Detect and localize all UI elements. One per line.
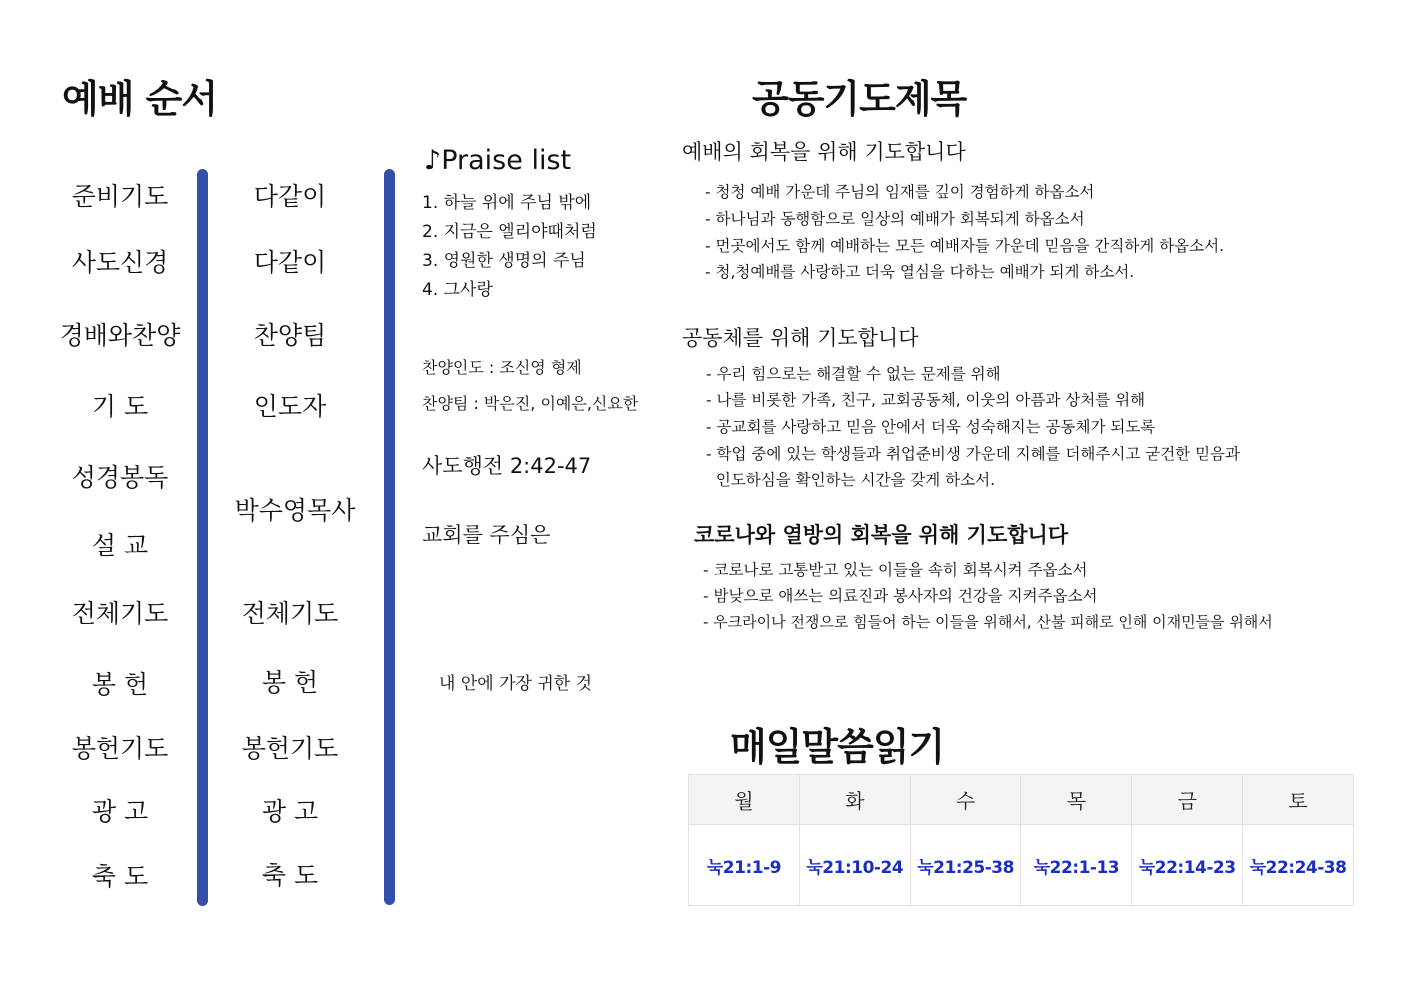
offering-song: 내 안에 가장 귀한 것 — [439, 674, 592, 694]
daily-reading-table — [688, 774, 1354, 906]
praise-team: 찬양팀 : 박은진, 이예은,신요한 — [422, 394, 639, 413]
order-item: 성경봉독 — [71, 463, 169, 492]
prayer-item: - 하나님과 동행함으로 일상의 예배가 회복되게 하옵소서 — [705, 210, 1085, 228]
passage-cell: 눅21:10-24 — [799, 825, 910, 906]
prayer-item: - 밤낮으로 애쓰는 의료진과 봉사자의 건강을 지켜주옵소서 — [703, 587, 1098, 605]
order-leader: 축 도 — [261, 861, 319, 890]
day-header: 화 — [799, 775, 910, 825]
praise-list-heading: ♪Praise list — [424, 145, 572, 176]
order-item: 기 도 — [91, 392, 149, 421]
prayer-item: - 우리 힘으로는 해결할 수 없는 문제를 위해 — [706, 365, 1001, 383]
order-item: 봉헌기도 — [71, 734, 169, 763]
order-item: 준비기도 — [71, 182, 169, 211]
worship-order-title: 예배 순서 — [62, 77, 218, 121]
order-leader: 다같이 — [253, 248, 327, 277]
order-item: 사도신경 — [71, 248, 169, 277]
passage-cell: 눅22:1-13 — [1021, 825, 1132, 906]
table-header-row — [689, 775, 1354, 825]
prayer-item: - 청,청예배를 사랑하고 더욱 열심을 다하는 예배가 되게 하소서. — [705, 263, 1135, 281]
day-header: 목 — [1021, 775, 1132, 825]
day-header: 월 — [689, 775, 800, 825]
passage-cell: 눅22:24-38 — [1243, 825, 1354, 906]
prayer-item: - 나를 비롯한 가족, 친구, 교회공동체, 이웃의 아픔과 상처를 위해 — [706, 391, 1146, 409]
prayer-section-heading: 예배의 회복을 위해 기도합니다 — [682, 140, 966, 164]
order-item: 축 도 — [91, 862, 149, 891]
prayer-item: - 코로나로 고통받고 있는 이들을 속히 회복시켜 주옵소서 — [703, 561, 1088, 579]
order-leader: 인도자 — [253, 392, 327, 421]
prayer-section-heading: 공동체를 위해 기도합니다 — [682, 326, 919, 350]
day-header: 토 — [1243, 775, 1354, 825]
order-leader: 찬양팀 — [253, 321, 327, 350]
praise-song: 3. 영원한 생명의 주님 — [422, 251, 586, 271]
order-items-column — [50, 0, 190, 992]
order-item: 경배와찬양 — [59, 321, 181, 350]
order-leaders-column — [216, 0, 364, 992]
order-item: 설 교 — [91, 531, 149, 560]
order-divider-right — [384, 169, 395, 905]
table-row — [689, 825, 1354, 906]
sermon-title: 교회를 주심은 — [422, 523, 551, 547]
passage-cell: 눅22:14-23 — [1132, 825, 1243, 906]
praise-leader: 찬양인도 : 조신영 형제 — [422, 358, 582, 377]
order-leader: 봉헌기도 — [241, 734, 339, 763]
daily-reading-title: 매일말씀읽기 — [730, 725, 945, 769]
day-header: 수 — [910, 775, 1021, 825]
order-divider-left — [197, 169, 208, 906]
order-item: 봉 헌 — [91, 670, 149, 699]
order-leader: 다같이 — [253, 182, 327, 211]
prayer-section-heading: 코로나와 열방의 회복을 위해 기도합니다 — [694, 523, 1069, 547]
order-leader: 봉 헌 — [261, 668, 319, 697]
scripture-reference: 사도행전 2:42-47 — [422, 454, 592, 478]
day-header: 금 — [1132, 775, 1243, 825]
praise-song: 1. 하늘 위에 주님 밖에 — [422, 193, 592, 213]
passage-cell: 눅21:1-9 — [689, 825, 800, 906]
order-leader: 광 고 — [261, 797, 319, 826]
praise-song: 4. 그사랑 — [422, 280, 493, 300]
prayer-item: - 공교회를 사랑하고 믿음 안에서 더욱 성숙해지는 공동체가 되도록 — [706, 418, 1156, 436]
prayer-item: - 먼곳에서도 함께 예배하는 모든 예배자들 가운데 믿음을 간직하게 하옵소서. — [705, 237, 1225, 255]
order-item: 광 고 — [91, 797, 149, 826]
order-leader: 전체기도 — [241, 599, 339, 628]
order-leader: 박수영목사 — [234, 496, 356, 525]
order-item: 전체기도 — [71, 599, 169, 628]
prayer-item: 인도하심을 확인하는 시간을 갖게 하소서. — [706, 471, 996, 489]
passage-cell: 눅21:25-38 — [910, 825, 1021, 906]
praise-song: 2. 지금은 엘리야때처럼 — [422, 222, 597, 242]
prayer-title: 공동기도제목 — [752, 77, 967, 121]
prayer-item: - 청청 예배 가운데 주님의 임재를 깊이 경험하게 하옵소서 — [705, 183, 1095, 201]
prayer-item: - 우크라이나 전쟁으로 힘들어 하는 이들을 위해서, 산불 피해로 인해 이재민들을 위해서 — [703, 613, 1273, 631]
prayer-item: - 학업 중에 있는 학생들과 취업준비생 가운데 지혜를 더해주시고 굳건한 믿음과 — [706, 445, 1241, 463]
